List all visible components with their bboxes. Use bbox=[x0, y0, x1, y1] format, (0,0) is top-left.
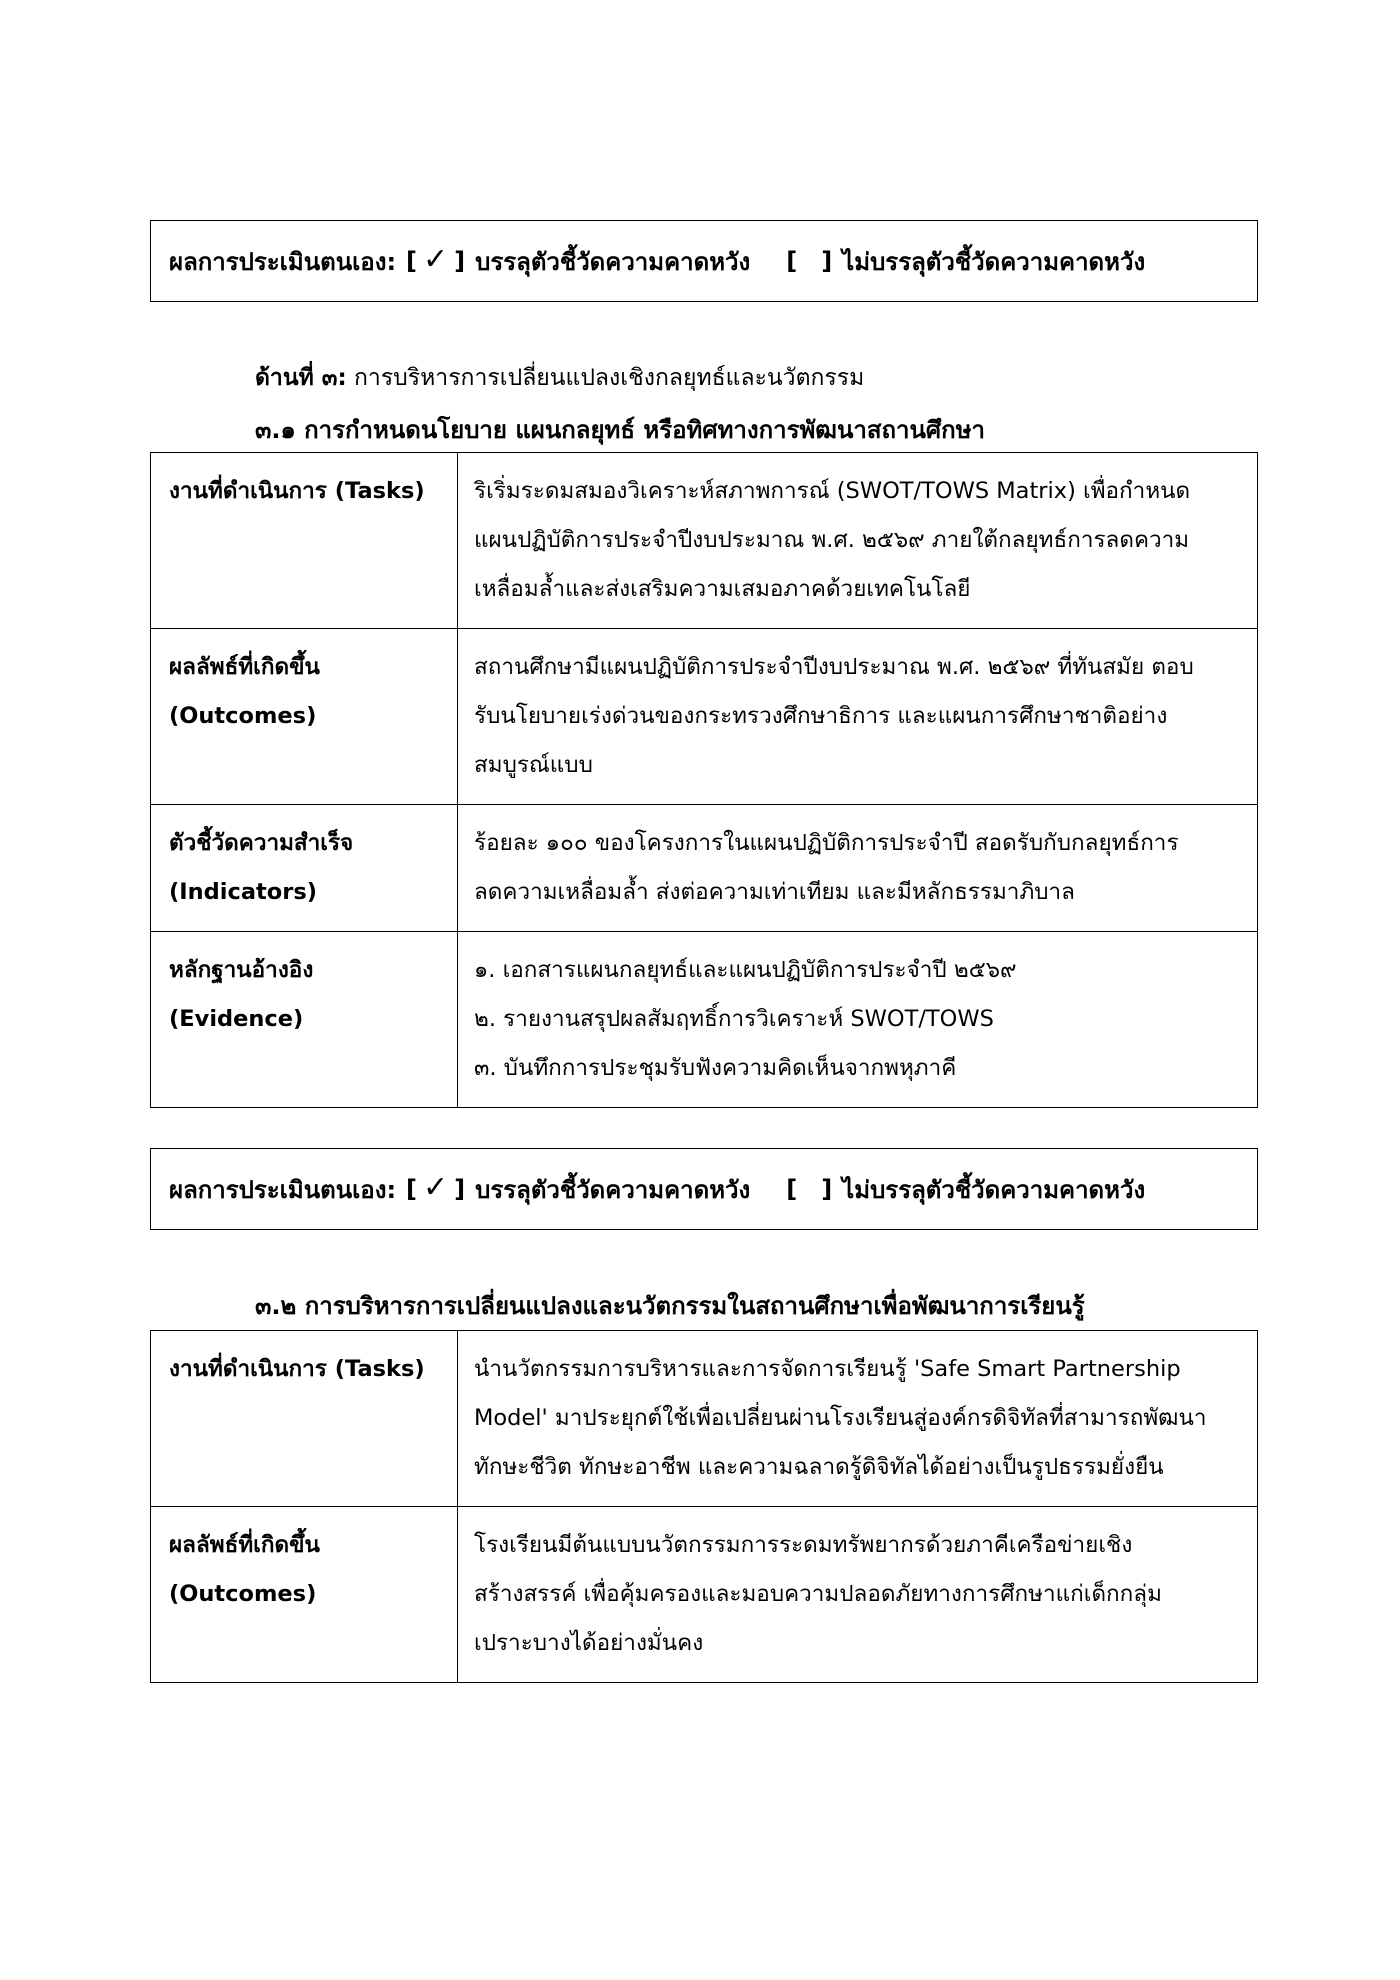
row-value-tasks bbox=[458, 453, 1258, 629]
row-value-outcomes bbox=[458, 629, 1258, 805]
close-bracket: ] bbox=[454, 247, 466, 275]
label-line: ผลลัพธ์ที่เกิดขึ้น bbox=[169, 654, 320, 680]
value-line: Model' มาประยุกต์ใช้เพื่อเปลี่ยนผ่านโรงเรียนสู่องค์กรดิจิทัลที่สามารถพัฒนา bbox=[474, 1405, 1207, 1431]
assessment-label: ผลการประเมินตนเอง: bbox=[169, 247, 397, 276]
close-bracket: ] bbox=[821, 1175, 833, 1203]
value-line: ร้อยละ ๑๐๐ ของโครงการในแผนปฏิบัติการประจำปี สอดรับกับกลยุทธ์การ bbox=[474, 830, 1179, 856]
open-bracket: [ bbox=[406, 247, 418, 275]
aspect-label: ด้านที่ ๓: bbox=[255, 365, 347, 391]
label-line: ตัวชี้วัดความสำเร็จ bbox=[169, 830, 354, 856]
value-line: ลดความเหลื่อมล้ำ ส่งต่อความเท่าเทียม และมีหลักธรรมาภิบาล bbox=[474, 879, 1075, 905]
aspect-line bbox=[255, 360, 864, 396]
table-row bbox=[151, 453, 1258, 629]
value-line: ๓. บันทึกการประชุมรับฟังความคิดเห็นจากพหุภาคี bbox=[474, 1055, 957, 1081]
table-row bbox=[151, 629, 1258, 805]
value-line: โรงเรียนมีต้นแบบนวัตกรรมการระดมทรัพยากรด้วยภาคีเครือข่ายเชิง bbox=[474, 1532, 1133, 1558]
value-line: สร้างสรรค์ เพื่อคุ้มครองและมอบความปลอดภัยทางการศึกษาแก่เด็กกลุ่ม bbox=[474, 1581, 1162, 1607]
value-line: สมบูรณ์แบบ bbox=[474, 752, 593, 778]
row-value-outcomes bbox=[458, 1507, 1258, 1683]
option-not-met-label: ไม่บรรลุตัวชี้วัดความคาดหวัง bbox=[842, 247, 1146, 276]
value-line: ๒. รายงานสรุปผลสัมฤทธิ์การวิเคราะห์ SWOT/TOWS bbox=[474, 1006, 994, 1032]
option-not-met-label: ไม่บรรลุตัวชี้วัดความคาดหวัง bbox=[842, 1175, 1146, 1204]
aspect-title: การบริหารการเปลี่ยนแปลงเชิงกลยุทธ์และนวัตกรรม bbox=[353, 365, 865, 391]
label-line: (Evidence) bbox=[169, 1006, 304, 1032]
value-line: เหลื่อมล้ำและส่งเสริมความเสมอภาคด้วยเทคโนโลยี bbox=[474, 576, 971, 602]
label-line: (Outcomes) bbox=[169, 703, 317, 729]
label-line: งานที่ดำเนินการ (Tasks) bbox=[169, 478, 425, 504]
section-3-2-table bbox=[150, 1330, 1258, 1683]
value-line: เปราะบางได้อย่างมั่นคง bbox=[474, 1630, 704, 1656]
section-3-1-table bbox=[150, 452, 1258, 1108]
row-label-outcomes bbox=[151, 629, 458, 805]
row-label-evidence bbox=[151, 932, 458, 1108]
table-row bbox=[151, 1331, 1258, 1507]
row-label-tasks bbox=[151, 453, 458, 629]
value-line: สถานศึกษามีแผนปฏิบัติการประจำปีงบประมาณ พ.ศ. ๒๕๖๙ ที่ทันสมัย ตอบ bbox=[474, 654, 1194, 680]
value-line: ทักษะชีวิต ทักษะอาชีพ และความฉลาดรู้ดิจิทัลได้อย่างเป็นรูปธรรมยั่งยืน bbox=[474, 1454, 1164, 1480]
option-met-label: บรรลุตัวชี้วัดความคาดหวัง bbox=[475, 247, 751, 276]
label-line: (Indicators) bbox=[169, 879, 317, 905]
row-value-indicators bbox=[458, 805, 1258, 932]
row-label-indicators bbox=[151, 805, 458, 932]
row-value-tasks bbox=[458, 1331, 1258, 1507]
table-row bbox=[151, 932, 1258, 1108]
open-bracket: [ bbox=[786, 247, 798, 275]
row-label-tasks bbox=[151, 1331, 458, 1507]
self-assessment-box-2 bbox=[150, 1148, 1258, 1230]
option-met-label: บรรลุตัวชี้วัดความคาดหวัง bbox=[475, 1175, 751, 1204]
open-bracket: [ bbox=[786, 1175, 798, 1203]
row-value-evidence bbox=[458, 932, 1258, 1108]
label-line: ผลลัพธ์ที่เกิดขึ้น bbox=[169, 1532, 320, 1558]
row-label-outcomes bbox=[151, 1507, 458, 1683]
section-3-2-heading: ๓.๒ การบริหารการเปลี่ยนแปลงและนวัตกรรมในสถานศึกษาเพื่อพัฒนาการเรียนรู้ bbox=[255, 1292, 1085, 1320]
value-line: รับนโยบายเร่งด่วนของกระทรวงศึกษาธิการ และแผนการศึกษาชาติอย่าง bbox=[474, 703, 1168, 729]
check-mark-icon: ✓ bbox=[423, 241, 449, 277]
self-assessment-box-1 bbox=[150, 220, 1258, 302]
section-3-1-heading: ๓.๑ การกำหนดนโยบาย แผนกลยุทธ์ หรือทิศทางการพัฒนาสถานศึกษา bbox=[255, 416, 985, 444]
table-row bbox=[151, 805, 1258, 932]
open-bracket: [ bbox=[406, 1175, 418, 1203]
assessment-label: ผลการประเมินตนเอง: bbox=[169, 1175, 397, 1204]
value-line: ๑. เอกสารแผนกลยุทธ์และแผนปฏิบัติการประจำปี ๒๕๖๙ bbox=[474, 957, 1017, 983]
label-line: (Outcomes) bbox=[169, 1581, 317, 1607]
value-line: ริเริ่มระดมสมองวิเคราะห์สภาพการณ์ (SWOT/TOWS Matrix) เพื่อกำหนด bbox=[474, 478, 1191, 504]
check-mark-icon: ✓ bbox=[423, 1169, 449, 1205]
close-bracket: ] bbox=[454, 1175, 466, 1203]
close-bracket: ] bbox=[821, 247, 833, 275]
value-line: แผนปฏิบัติการประจำปีงบประมาณ พ.ศ. ๒๕๖๙ ภายใต้กลยุทธ์การลดความ bbox=[474, 527, 1190, 553]
table-row bbox=[151, 1507, 1258, 1683]
value-line: นำนวัตกรรมการบริหารและการจัดการเรียนรู้ 'Safe Smart Partnership bbox=[474, 1356, 1181, 1382]
label-line: หลักฐานอ้างอิง bbox=[169, 957, 314, 983]
label-line: งานที่ดำเนินการ (Tasks) bbox=[169, 1356, 425, 1382]
